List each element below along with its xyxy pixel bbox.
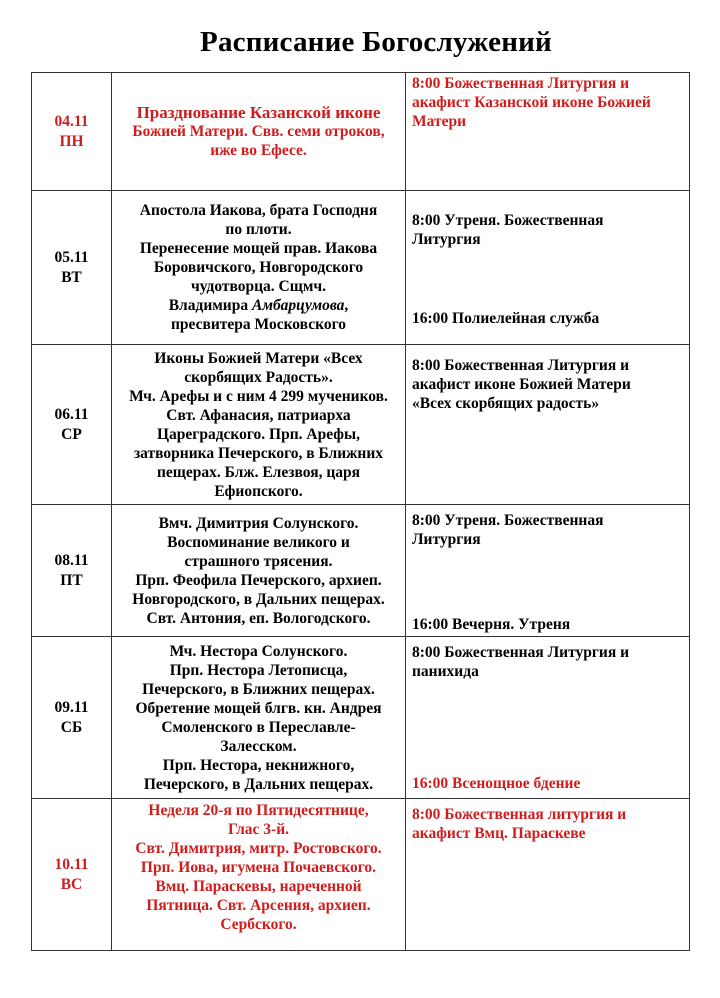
- service-cell: [406, 799, 690, 951]
- service-line: 16:00 Всенощное бдение: [412, 775, 581, 792]
- feast-line: Перенесение мощей прав. Иакова: [139, 240, 378, 257]
- feast-line: Залесском.: [220, 737, 297, 755]
- feast-line: Прп. Нестора Летописца,: [169, 661, 348, 679]
- schedule-row: [32, 505, 690, 637]
- service-line: 8:00 Божественная Литургия и: [412, 75, 630, 92]
- service-line: 16:00 Вечерня. Утреня: [412, 616, 571, 633]
- service-entry: [412, 774, 685, 793]
- feast-line: иже во Ефесе.: [210, 142, 307, 159]
- feast-line: Ефиопского.: [214, 482, 303, 500]
- service-cell: [406, 73, 690, 191]
- feast-line: Вмц. Параскевы, нареченной: [155, 878, 362, 895]
- date-cell: [32, 73, 112, 191]
- schedule-row: [32, 73, 690, 191]
- service-entry: [412, 211, 685, 249]
- feast-line: Вмч. Димитрия Солунского.: [158, 514, 359, 532]
- date-cell: [32, 799, 112, 951]
- feast-line: скорбящих Радость».: [184, 368, 333, 386]
- schedule-row: [32, 637, 690, 799]
- feast-text: Владимира: [168, 297, 252, 314]
- feast-text: ,: [344, 297, 349, 314]
- feast-cell: [112, 799, 406, 951]
- feast-line: чудотворца. Сщмч.: [190, 278, 327, 295]
- service-line: 8:00 Божественная Литургия и: [412, 644, 630, 661]
- service-entry: [412, 615, 685, 634]
- feast-cell: [112, 637, 406, 799]
- feast-line: Прп. Феофила Печерского, архиеп.: [135, 571, 382, 589]
- schedule-row: [32, 799, 690, 951]
- schedule-row: [32, 345, 690, 505]
- service-line: 8:00 Божественная литургия и: [412, 806, 627, 823]
- feast-line: Обретение мощей блгв. кн. Андрея: [135, 699, 382, 717]
- feast-line: Смоленского в Переславле-: [161, 718, 356, 736]
- date: 05.11: [54, 248, 89, 266]
- schedule-row: [32, 191, 690, 345]
- weekday: ВТ: [61, 268, 82, 286]
- service-line: панихида: [412, 663, 479, 680]
- feast-line: Свт. Афанасия, патриарха: [166, 406, 351, 424]
- feast-line: Печерского, в Ближних пещерах.: [142, 680, 375, 698]
- service-line: 8:00 Утреня. Божественная: [412, 512, 604, 529]
- feast-line: Свт. Димитрия, митр. Ростовского.: [135, 840, 382, 857]
- service-line: Литургия: [412, 231, 481, 248]
- service-line: 16:00 Полиелейная служба: [412, 310, 600, 327]
- date: 10.11: [54, 855, 89, 873]
- feast-line: пресвитера Московского: [170, 316, 346, 333]
- date-cell: [32, 191, 112, 345]
- service-entry: [412, 511, 685, 549]
- feast-line: Свт. Антония, еп. Вологодского.: [146, 609, 371, 627]
- page-title: Расписание Богослужений: [200, 26, 552, 58]
- feast-line: Апостола Иакова, брата Господня: [139, 202, 378, 219]
- feast-line: затворника Печерского, в Ближних: [133, 444, 384, 462]
- service-line: 8:00 Утреня. Божественная: [412, 212, 604, 229]
- feast-line: Празднование Казанской иконе: [136, 103, 381, 122]
- feast-cell: [112, 191, 406, 345]
- date: 09.11: [54, 698, 89, 716]
- service-entry: [412, 309, 685, 328]
- feast-line: Прп. Нестора, некнижного,: [162, 756, 355, 774]
- feast-line: Мч. Арефы и с ним 4 299 мучеников.: [129, 387, 388, 405]
- feast-line: Мч. Нестора Солунского.: [169, 642, 348, 660]
- weekday: СБ: [60, 718, 83, 736]
- feast-line: Глас 3-й.: [227, 821, 290, 838]
- feast-line: Сербского.: [220, 916, 297, 933]
- feast-line: Новгородского, в Дальних пещерах.: [132, 590, 385, 608]
- feast-cell: [112, 73, 406, 191]
- date-cell: [32, 505, 112, 637]
- date: 08.11: [54, 551, 89, 569]
- service-entry: [412, 356, 685, 413]
- feast-cell: [112, 505, 406, 637]
- feast-line: страшного трясения.: [184, 552, 333, 570]
- feast-line: [118, 296, 399, 315]
- weekday: ПН: [59, 132, 84, 150]
- date: 06.11: [54, 405, 89, 423]
- feast-line: Воспоминание великого и: [167, 533, 350, 551]
- feast-line: пещерах. Блж. Елезвоя, царя: [156, 463, 361, 481]
- weekday: ПТ: [60, 571, 83, 589]
- feast-line: Иконы Божией Матери «Всех: [154, 349, 363, 367]
- feast-line: Боровичского, Новгородского: [153, 259, 364, 276]
- service-line: «Всех скорбящих радость»: [412, 395, 600, 412]
- weekday: СР: [61, 425, 82, 443]
- service-line: акафист Вмц. Параскеве: [412, 825, 586, 842]
- feast-line: по плоти.: [225, 221, 292, 238]
- feast-line: Пятница. Свт. Арсения, архиеп.: [146, 897, 371, 914]
- weekday: ВС: [60, 875, 83, 893]
- service-cell: [406, 505, 690, 637]
- feast-line: Цареградского. Прп. Арефы,: [156, 425, 360, 443]
- feast-line: Печерского, в Дальних пещерах.: [143, 775, 374, 793]
- service-line: акафист Казанской иконе Божией: [412, 94, 651, 111]
- feast-line: Прп. Иова, игумена Почаевского.: [140, 859, 377, 876]
- service-cell: [406, 191, 690, 345]
- service-entry: [412, 805, 685, 843]
- service-entry: [412, 643, 685, 681]
- service-cell: [406, 637, 690, 799]
- date-cell: [32, 345, 112, 505]
- feast-text-italic: Амбарцумова: [251, 297, 345, 314]
- feast-cell: [112, 345, 406, 505]
- schedule-table: [31, 72, 690, 951]
- service-line: Литургия: [412, 531, 481, 548]
- date-cell: [32, 637, 112, 799]
- service-line: акафист иконе Божией Матери: [412, 376, 631, 393]
- date: 04.11: [54, 112, 89, 130]
- service-line: 8:00 Божественная Литургия и: [412, 357, 630, 374]
- service-cell: [406, 345, 690, 505]
- service-entry: [412, 74, 685, 131]
- service-line: Матери: [412, 113, 467, 130]
- feast-line: Неделя 20-я по Пятидесятнице,: [148, 802, 369, 819]
- feast-line: Божией Матери. Свв. семи отроков,: [132, 123, 385, 140]
